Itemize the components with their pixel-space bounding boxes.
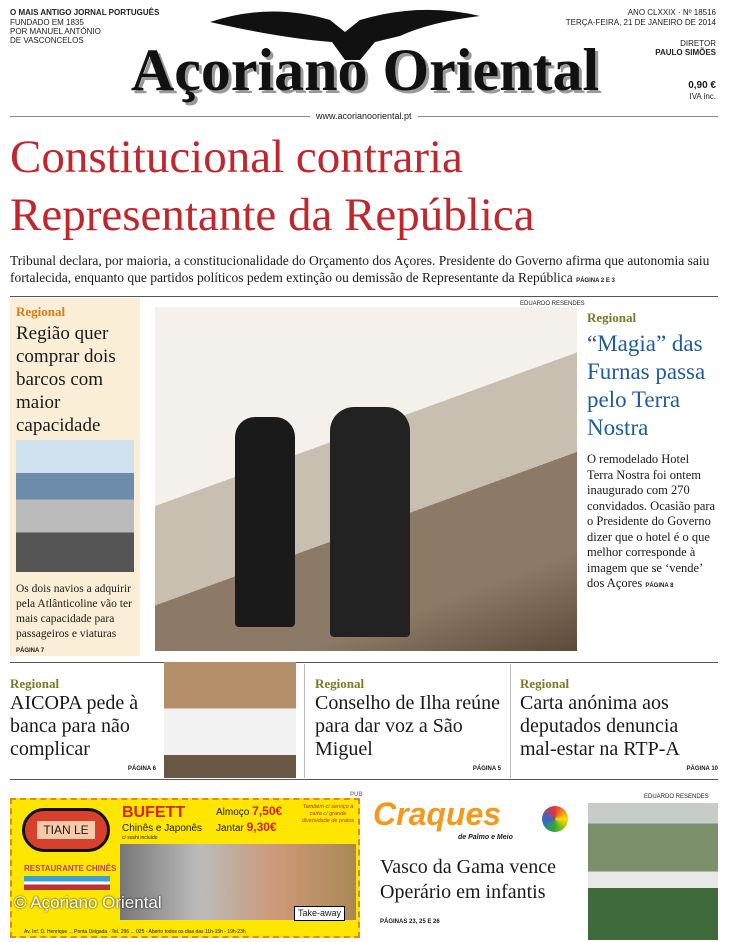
kicker: Regional	[10, 676, 60, 691]
story-title: Região quer comprar dois barcos com maior capacidade	[16, 323, 116, 436]
takeaway-label: Take-away	[294, 906, 345, 921]
newspaper-logo: Açoriano Oriental	[130, 37, 600, 103]
story-body: O remodelado Hotel Terra Nostra foi ontem inaugurado com 270 convidados. Ocasião para o Presidente do Governo dizer que o hotel é o que melhor corresponde à imagem que se ‘vende’ dos Açores	[587, 452, 716, 590]
dinner-label: Jantar	[216, 823, 244, 834]
ad-logo: TIAN LE	[37, 821, 94, 839]
football-photo	[588, 803, 718, 940]
left-story[interactable]	[10, 298, 140, 656]
story-conselho[interactable]	[315, 676, 505, 776]
page-ref: PÁGINA 5	[472, 766, 501, 772]
headline-line-1: Constitucional contraria	[10, 131, 463, 183]
founder-line-2: DE VASCONCELOS	[10, 36, 84, 45]
kicker: Regional	[315, 676, 365, 691]
ad-bufett: BUFETT	[122, 804, 186, 821]
ad-extra: Também c/ serviço à carta c/ grande diversidade de pratos	[301, 804, 355, 824]
issue-number: ANO CLXXIX · Nº 18516	[627, 8, 716, 17]
story-title: Conselho de Ilha reúne para dar voz a São Miguel	[315, 692, 500, 760]
harbor-photo	[16, 440, 134, 572]
sports-story[interactable]	[380, 855, 560, 935]
divider	[10, 662, 718, 663]
kicker: Regional	[16, 304, 66, 319]
website-link[interactable]: www.acorianooriental.pt	[316, 111, 412, 121]
lead-headline[interactable]	[10, 128, 535, 244]
summary-text: Tribunal declara, por maioria, a constitucionalidade do Orçamento dos Açores. Presidente do Governo afirma que autonomia saiu fortalecida, enquanto que partidos políticos pedem extinção ou demissão de Representante da República	[10, 253, 710, 285]
kicker: Regional	[587, 310, 637, 325]
ad-sushi: c/ sushi incluído	[122, 835, 158, 841]
lunch-label: Almoço	[216, 807, 250, 818]
issue-date: TERÇA-FEIRA, 21 DE JANEIRO DE 2014	[565, 18, 716, 27]
page-ref: PÁGINA 2 E 3	[576, 278, 615, 284]
story-aicopa[interactable]	[10, 676, 160, 776]
kicker: Regional	[520, 676, 570, 691]
price: 0,90 €	[688, 80, 716, 91]
ad-footer: Av. Inf. D. Henrique ... Ponta Delgada · Tel. 296 ... 025 - Aberto todos os dias das 11h-15h - 19h-23h	[24, 929, 246, 935]
director-name: PAULO SIMÕES	[655, 48, 716, 57]
director-label: DIRETOR	[680, 39, 716, 48]
divider	[418, 116, 718, 117]
divider	[10, 296, 718, 297]
right-story[interactable]	[587, 310, 717, 595]
lunch-price: 7,50€	[252, 804, 283, 818]
page-ref: PÁGINA 6	[127, 766, 156, 772]
photo-credit: EDUARDO RESENDES	[520, 301, 585, 307]
page-ref: PÁGINA 10	[686, 766, 718, 772]
football-boot-icon	[528, 806, 568, 834]
dinner-price: 9,30€	[246, 820, 277, 834]
vat-note: IVA inc.	[689, 92, 716, 101]
page-ref: PÁGINA 7	[16, 648, 45, 654]
divider	[10, 116, 310, 117]
tagline: O MAIS ANTIGO JORNAL PORTUGUÊS	[10, 8, 160, 17]
craques-logo: Craques	[373, 796, 502, 832]
founder-line-1: POR MANUEL ANTÓNIO	[10, 27, 101, 36]
story-title: Vasco da Gama vence Operário em infantis	[380, 856, 557, 903]
ad-tag: PUB	[350, 792, 363, 798]
divider	[304, 664, 305, 778]
story-rtp[interactable]	[520, 676, 718, 776]
restaurant-ad[interactable]	[10, 798, 360, 938]
story-body: Os dois navios a adquirir pela Atlânticoline vão ter mais capacidade para passageiros e viaturas	[16, 583, 132, 640]
divider	[10, 779, 718, 780]
aicopa-photo	[164, 662, 296, 778]
photo-credit: EDUARDO RESENDES	[644, 794, 709, 800]
ad-type: RESTAURANTE CHINÊS	[24, 864, 117, 873]
page-ref: PÁGINAS 23, 25 E 26	[380, 919, 440, 925]
story-title: AICOPA pede à banca para não complicar	[10, 692, 139, 760]
headline-line-2: Representante da República	[10, 189, 535, 241]
craques-subtitle: de Palmo e Meio	[458, 834, 513, 841]
main-photo	[155, 307, 577, 651]
divider	[510, 664, 511, 778]
lead-summary	[10, 252, 720, 290]
page-ref: PÁGINA 8	[645, 583, 674, 589]
ad-photo	[24, 876, 110, 890]
watermark: © Açoriano Oriental	[14, 893, 162, 912]
founded: FUNDADO EM 1835	[10, 18, 84, 27]
ad-cuisine: Chinês e Japonês	[122, 823, 203, 834]
story-title: “Magia” das Furnas passa pelo Terra Nostra	[587, 331, 706, 440]
story-title: Carta anónima aos deputados denuncia mal-estar na RTP-A	[520, 692, 680, 760]
